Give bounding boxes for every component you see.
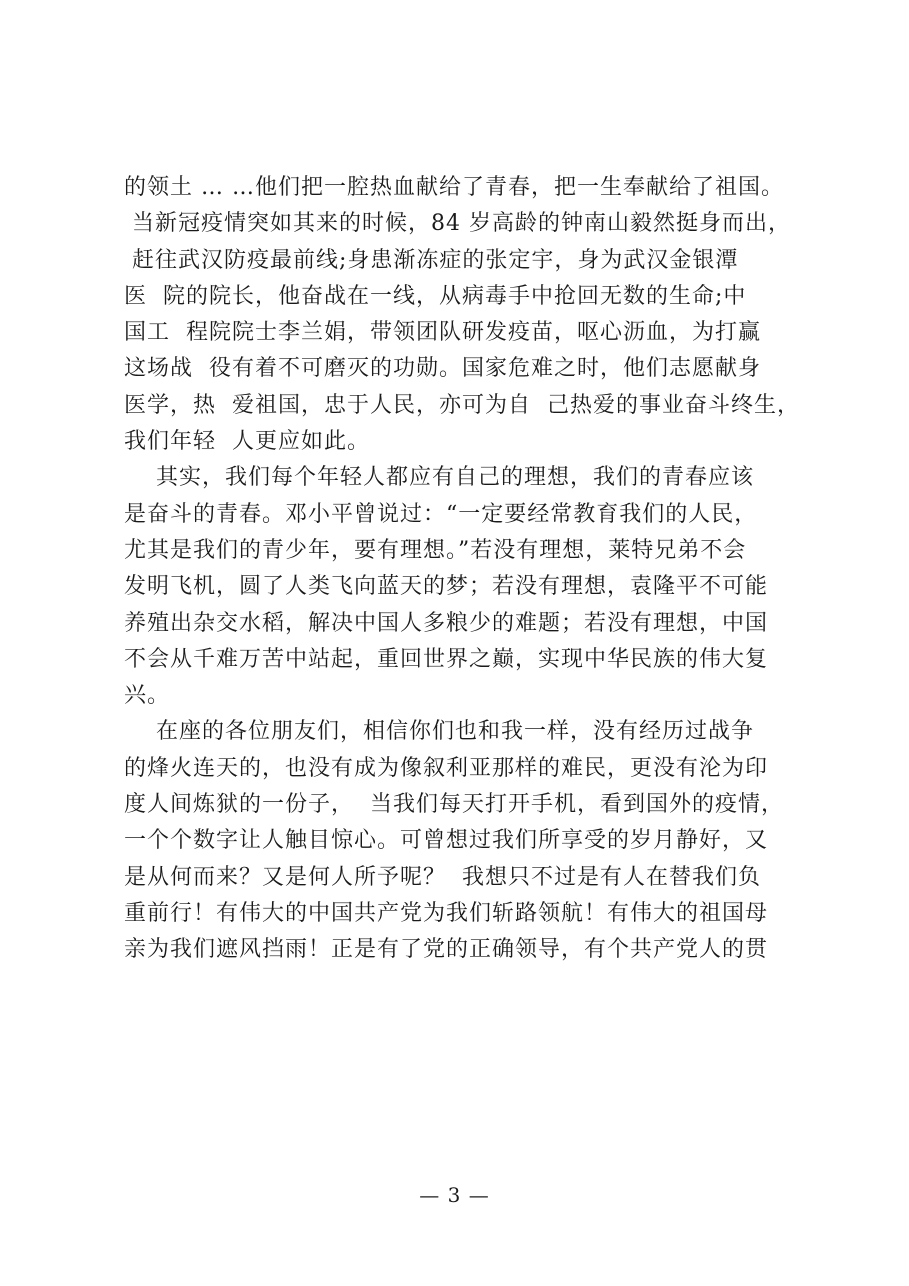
text-line: 在座的各位朋友们，相信你们也和我一样，没有经历过战争	[124, 719, 754, 745]
text-line: 兴。	[124, 683, 171, 709]
page-number: — 3 —	[419, 1183, 490, 1207]
text-line: 是从何而来？又是何人所予呢？ 我想只不过是有人在替我们负	[124, 864, 761, 890]
text-line: 国工 程院院士李兰娟，带领团队研发疫苗，呕心沥血，为打赢	[124, 320, 761, 346]
text-line: 当新冠疫情突如其来的时候，84 岁高龄的钟南山毅然挺身而出，	[124, 211, 791, 237]
text-line: 亲为我们遮风挡雨！正是有了党的正确领导，有个共产党人的贯	[124, 937, 769, 963]
text-line: 是奋斗的青春。邓小平曾说过：“一定要经常教育我们的人民，	[124, 501, 758, 527]
text-line: 度人间炼狱的一份子， 当我们每天打开手机，看到国外的疫情，	[124, 792, 784, 818]
text-line: 不会从千难万苦中站起，重回世界之巅，实现中华民族的伟大复	[124, 646, 769, 672]
text-line: 这场战 役有着不可磨灭的功勋。国家危难之时，他们志愿献身	[124, 356, 761, 382]
text-line: 养殖出杂交水稻，解决中国人多粮少的难题；若没有理想，中国	[124, 610, 769, 636]
text-line: 我们年轻 人更应如此。	[124, 429, 370, 455]
text-line: 尤其是我们的青少年，要有理想。”若没有理想，莱特兄弟不会	[124, 537, 747, 563]
text-line: 发明飞机，圆了人类飞向蓝天的梦；若没有理想，袁隆平不可能	[124, 574, 769, 600]
text-line: 医 院的院长，他奋战在一线，从病毒手中抢回无数的生命;中	[124, 283, 747, 309]
text-line: 一个个数字让人触目惊心。可曾想过我们所享受的岁月静好，又	[124, 828, 769, 854]
body-text	[124, 170, 814, 969]
text-line: 的领土 … …他们把一腔热血献给了青春，把一生奉献给了祖国。	[124, 175, 784, 200]
text-line: 重前行！有伟大的中国共产党为我们斩路领航！有伟大的祖国母	[124, 900, 769, 926]
text-line: 其实，我们每个年轻人都应有自己的理想，我们的青春应该	[124, 465, 754, 491]
text-line: 医学，热 爱祖国，忠于人民，亦可为自 己热爱的事业奋斗终生，	[124, 392, 800, 418]
text-line: 赶往武汉防疫最前线;身患渐冻症的张定宇，身为武汉金银潭	[124, 247, 739, 273]
text-line: 的烽火连天的，也没有成为像叙利亚那样的难民，更没有沦为印	[124, 755, 769, 781]
